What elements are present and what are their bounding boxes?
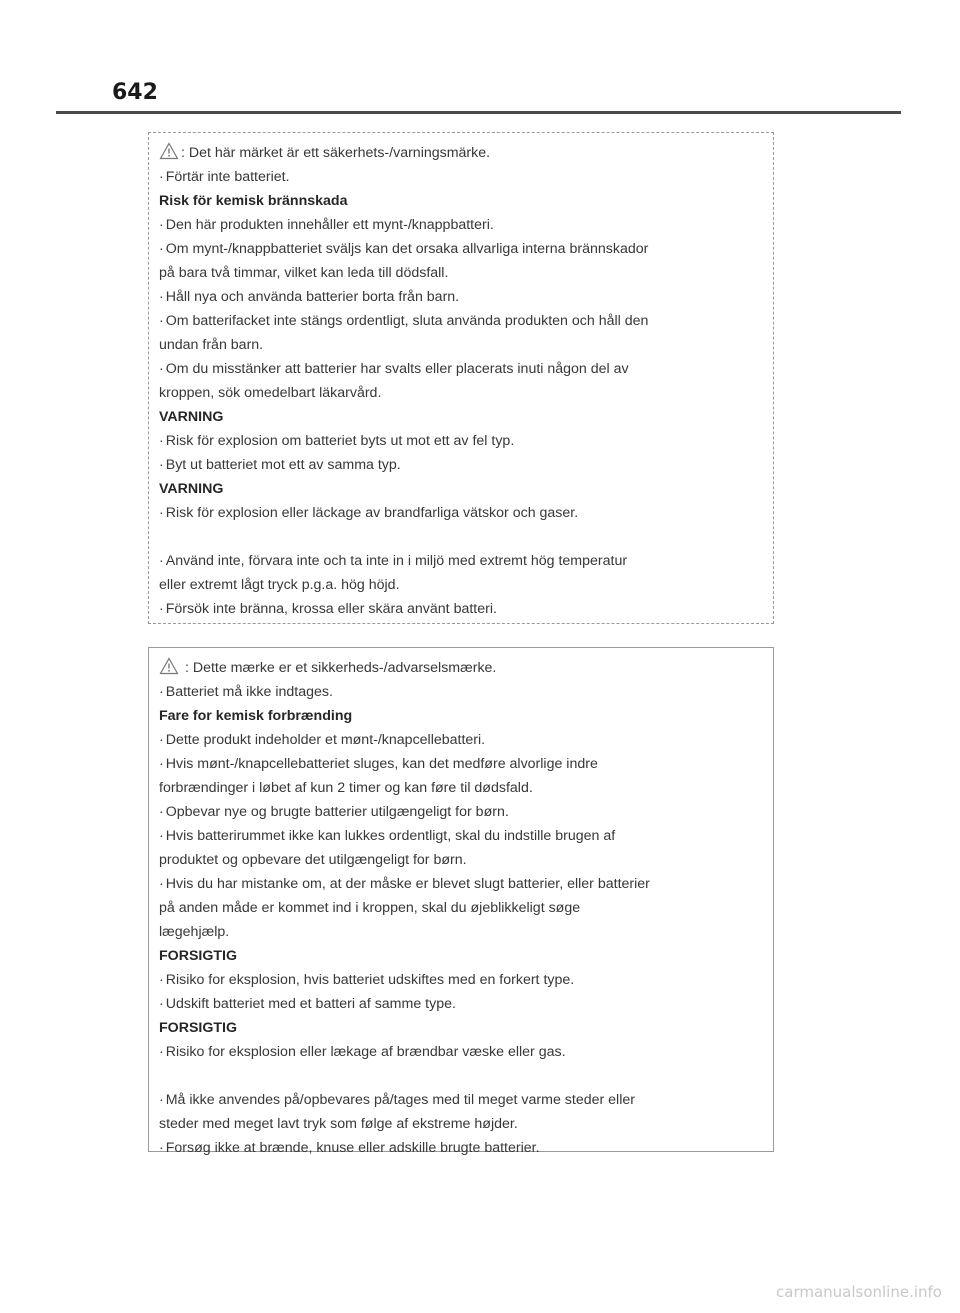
bullet-mark: ·: [159, 217, 164, 233]
continuation-line: [159, 776, 763, 800]
line-text: Hvis batterirummet ikke kan lukkes ordentligt, skal du indstille brugen af: [165, 828, 616, 844]
swedish-lines: [159, 165, 763, 621]
line-text: Risk för explosion eller läckage av brandfarliga vätskor och gaser.: [165, 505, 579, 521]
continuation-line: [159, 333, 763, 357]
bullet-item: [159, 968, 763, 992]
line-text: Opbevar nye og brugte batterier utilgængeligt for børn.: [165, 804, 509, 820]
line-text: Risiko for eksplosion, hvis batteriet udskiftes med en forkert type.: [165, 972, 575, 988]
bullet-mark: ·: [159, 972, 164, 988]
continuation-line: [159, 381, 763, 405]
continuation-line: [159, 848, 763, 872]
line-text: Risk för explosion om batteriet byts ut mot ett av fel typ.: [165, 433, 515, 449]
bullet-mark: ·: [159, 876, 164, 892]
bullet-mark: ·: [159, 505, 164, 521]
bullet-item: [159, 1088, 763, 1112]
bullet-mark: ·: [159, 1044, 164, 1060]
line-text: Förtär inte batteriet.: [165, 169, 290, 185]
line-text: Om du misstänker att batterier har svalts eller placerats inuti någon del av: [165, 361, 629, 377]
bullet-item: [159, 824, 763, 848]
bullet-mark: ·: [159, 1140, 164, 1156]
bullet-mark: ·: [159, 457, 164, 473]
bullet-mark: ·: [159, 289, 164, 305]
line-text: Hvis mønt-/knapcellebatteriet sluges, kan det medføre alvorlige indre: [165, 756, 598, 772]
line-text: Fare for kemisk forbrænding: [159, 708, 353, 724]
bullet-mark: ·: [159, 804, 164, 820]
line-text: lægehjælp.: [159, 924, 230, 940]
warning-symbol-text: : Dette mærke er et sikkerheds-/advarselsmærke.: [181, 660, 497, 676]
blank-line: [159, 1064, 763, 1088]
line-text: forbrændinger i løbet af kun 2 timer og kan føre til dødsfald.: [159, 780, 533, 796]
line-text: Risiko for eksplosion eller lækage af brændbar væske eller gas.: [165, 1044, 566, 1060]
line-text: kroppen, sök omedelbart läkarvård.: [159, 385, 382, 401]
line-text: Byt ut batteriet mot ett av samma typ.: [165, 457, 401, 473]
warning-triangle-icon: [159, 142, 179, 160]
line-text: FORSIGTIG: [159, 1020, 238, 1036]
bullet-mark: ·: [159, 1092, 164, 1108]
line-text: Må ikke anvendes på/opbevares på/tages med til meget varme steder eller: [165, 1092, 635, 1108]
warning-triangle-icon: [159, 657, 179, 675]
bullet-mark: ·: [159, 756, 164, 772]
line-text: Udskift batteriet med et batteri af samme type.: [165, 996, 456, 1012]
section-heading: [159, 189, 763, 213]
section-heading: [159, 944, 763, 968]
bullet-mark: ·: [159, 313, 164, 329]
line-text: Försök inte bränna, krossa eller skära använt batteri.: [165, 601, 497, 617]
blank-line: [159, 525, 763, 549]
danish-warning-box: [148, 647, 774, 1156]
bullet-item: [159, 357, 763, 381]
line-text: FORSIGTIG: [159, 948, 238, 964]
continuation-line: [159, 896, 763, 920]
line-text: Använd inte, förvara inte och ta inte in i miljö med extremt hög temperatur: [165, 553, 628, 569]
line-text: undan från barn.: [159, 337, 264, 353]
line-text: VARNING: [159, 409, 224, 425]
bullet-mark: ·: [159, 553, 164, 569]
line-text: Hvis du har mistanke om, at der måske er blevet slugt batterier, eller batterier: [165, 876, 650, 892]
line-text: steder med meget lavt tryk som følge af ekstreme højder.: [159, 1116, 518, 1132]
section-heading: [159, 704, 763, 728]
line-text: Dette produkt indeholder et mønt-/knapcellebatteri.: [165, 732, 486, 748]
bullet-mark: ·: [159, 996, 164, 1012]
line-text: Om batterifacket inte stängs ordentligt, sluta använda produkten och håll den: [165, 313, 649, 329]
bullet-item: [159, 1136, 763, 1160]
bullet-item: [159, 1040, 763, 1064]
line-text: produktet og opbevare det utilgængeligt for børn.: [159, 852, 467, 868]
warning-symbol-line: [159, 141, 763, 165]
bullet-mark: ·: [159, 169, 164, 185]
continuation-line: [159, 920, 763, 944]
line-text: eller extremt lågt tryck p.g.a. hög höjd.: [159, 577, 400, 593]
line-text: Risk för kemisk brännskada: [159, 193, 348, 209]
bullet-item: [159, 501, 763, 525]
bullet-item: [159, 680, 763, 704]
bullet-item: [159, 237, 763, 261]
section-heading: [159, 477, 763, 501]
bullet-item: [159, 992, 763, 1016]
bullet-item: [159, 597, 763, 621]
bullet-item: [159, 429, 763, 453]
line-text: Håll nya och använda batterier borta från barn.: [165, 289, 460, 305]
bullet-item: [159, 165, 763, 189]
line-text: Forsøg ikke at brænde, knuse eller adskille brugte batterier.: [165, 1140, 540, 1156]
bullet-item: [159, 728, 763, 752]
bullet-item: [159, 800, 763, 824]
bullet-item: [159, 309, 763, 333]
danish-lines: [159, 680, 763, 1160]
bullet-mark: ·: [159, 684, 164, 700]
continuation-line: [159, 261, 763, 285]
page-number: 642: [112, 80, 158, 105]
watermark: carmanualsonline.info: [776, 1283, 942, 1301]
line-text: på anden måde er kommet ind i kroppen, skal du øjeblikkeligt søge: [159, 900, 581, 916]
line-text: Om mynt-/knappbatteriet sväljs kan det orsaka allvarliga interna brännskador: [165, 241, 649, 257]
bullet-mark: ·: [159, 241, 164, 257]
line-text: Den här produkten innehåller ett mynt-/knappbatteri.: [165, 217, 494, 233]
header-rule: [56, 111, 901, 114]
continuation-line: [159, 1112, 763, 1136]
bullet-item: [159, 872, 763, 896]
bullet-mark: ·: [159, 361, 164, 377]
warning-symbol-line: [159, 656, 763, 680]
section-heading: [159, 405, 763, 429]
swedish-warning-box: [148, 132, 774, 624]
bullet-item: [159, 549, 763, 573]
bullet-mark: ·: [159, 433, 164, 449]
bullet-mark: ·: [159, 828, 164, 844]
warning-symbol-text: : Det här märket är ett säkerhets-/varningsmärke.: [181, 145, 491, 161]
bullet-item: [159, 285, 763, 309]
bullet-mark: ·: [159, 601, 164, 617]
bullet-item: [159, 453, 763, 477]
bullet-mark: ·: [159, 732, 164, 748]
line-text: Batteriet må ikke indtages.: [165, 684, 333, 700]
bullet-item: [159, 213, 763, 237]
line-text: VARNING: [159, 481, 224, 497]
bullet-item: [159, 752, 763, 776]
continuation-line: [159, 573, 763, 597]
line-text: på bara två timmar, vilket kan leda till dödsfall.: [159, 265, 449, 281]
section-heading: [159, 1016, 763, 1040]
